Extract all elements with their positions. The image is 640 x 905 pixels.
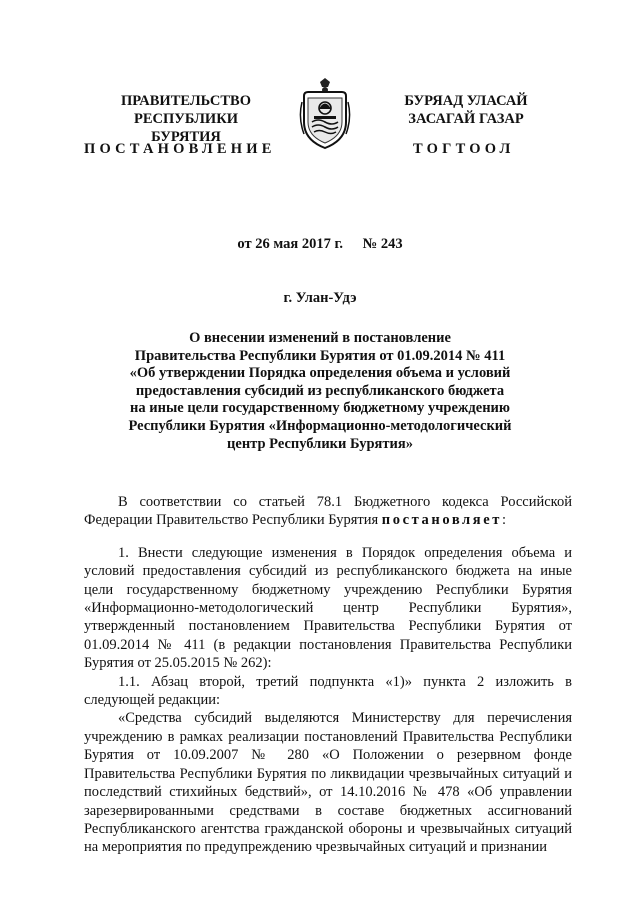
document-title bbox=[90, 330, 550, 453]
government-name-buryat-line1: БУРЯАД УЛАСАЙ bbox=[404, 93, 528, 109]
preamble-text: В соответствии со статьей 78.1 Бюджетного кодекса Российской Федерации Правительство Республики Бурятия bbox=[84, 494, 572, 529]
date-line bbox=[0, 236, 640, 253]
document-type-buryat: ТОГТООЛ bbox=[413, 141, 515, 157]
title-line: О внесении изменений в постановление bbox=[189, 330, 451, 346]
document-body bbox=[84, 493, 572, 857]
title-line: Республики Бурятия «Информационно-методологический bbox=[128, 417, 512, 434]
document-type-russian: ПОСТАНОВЛЕНИЕ bbox=[84, 141, 276, 157]
title-line: центр Республики Бурятия» bbox=[227, 435, 413, 452]
paragraph-1: 1. Внести следующие изменения в Порядок определения объема и условий предоставления субсидий из республиканского бюджета на иные цели государственному бюджетному учреждению Республики Бурятия «Информационно-методологический центр Республики Бурятия», утвержденный постановлением Правительства Республики Бурятия от 01.09.2014 № 411 (в редакции постановления Правительства Республики Бурятия от 25.05.2015 № 262): bbox=[84, 544, 572, 672]
document-date: от 26 мая 2017 г. bbox=[237, 236, 344, 252]
quoted-paragraph: «Средства субсидий выделяются Министерству для перечисления учреждению в рамках реализации постановлений Правительства Республики Бурятия от 10.09.2007 № 280 «О Положении о резервном фонде Правительства Республики Бурятия по ликвидации чрезвычайных ситуаций и последствий стихийных бедствий», от 14.10.2016 № 478 «Об управлении зарезервированными средствами в составе бюджетных ассигнований Республиканского агентства гражданской обороны и чрезвычайных ситуаций на мероприятия по предупреждению чрезвычайных ситуаций и признании bbox=[84, 710, 572, 856]
document-number: № 243 bbox=[362, 236, 403, 252]
decree-word: постановляет bbox=[381, 512, 502, 529]
preamble-end: : bbox=[502, 512, 507, 529]
title-line: Правительства Республики Бурятия от 01.09.2014 № 411 bbox=[134, 347, 506, 364]
government-name-line1: ПРАВИТЕЛЬСТВО bbox=[121, 93, 251, 109]
paragraph-1-1: 1.1. Абзац второй, третий подпункта «1)» пункта 2 изложить в следующей редакции: bbox=[84, 673, 572, 709]
title-line: предоставления субсидий из республиканского бюджета bbox=[135, 382, 505, 399]
title-line: на иные цели государственному бюджетному учреждению bbox=[130, 400, 510, 417]
title-line: «Об утверждении Порядка определения объема и условий bbox=[129, 365, 511, 382]
government-name-russian bbox=[100, 92, 272, 146]
city: г. Улан-Удэ bbox=[283, 290, 357, 306]
government-name-buryat bbox=[362, 92, 570, 128]
government-name-buryat-line2: ЗАСАГАЙ ГАЗАР bbox=[408, 111, 524, 127]
coat-of-arms-icon bbox=[296, 78, 354, 150]
government-name-line2: РЕСПУБЛИКИ БУРЯТИЯ bbox=[133, 111, 239, 145]
preamble-paragraph bbox=[84, 493, 572, 530]
